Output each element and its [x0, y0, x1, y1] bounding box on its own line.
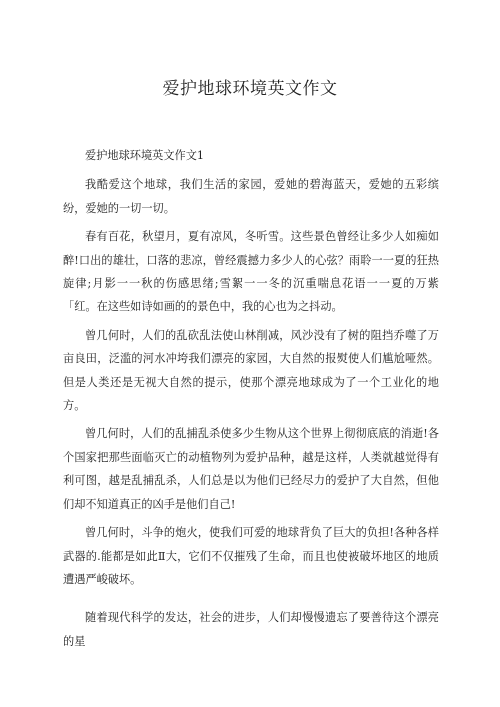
document-title: 爱护地球环境英文作文	[162, 79, 338, 99]
document-body	[63, 144, 439, 658]
paragraph-5: 曾几何时，斗争的炮火，使我们可爱的地球背负了巨大的负担!各种各样武器的.能都是如此Ⅱ大，它们不仅摧残了生命，而且也使被破坏地区的地质遭遇严峻破坏。	[63, 526, 439, 586]
paragraph-6: 随着现代科学的发达，社会的进步，人们却慢慢遗忘了要善待这个漂亮的星	[63, 611, 439, 648]
paragraph-3: 曾几何时，人们的乱砍乱法使山林削减，风沙没有了树的阻挡乔噬了万亩良田，泛滥的河水冲垮我们漂亮的家园，大自然的报熨使人们尴尬哑然。但是人类还是无视大自然的提示，使那个漂亮地球成为了一个工业化的地方。	[63, 328, 439, 413]
document-subtitle: 爱护地球环境英文作文1	[85, 149, 204, 162]
paragraph-2: 春有百花，秋望月，夏有凉风，冬听雪。这些景色曾经让多少人如痴如醉!口出的雄壮，口落的悲凉，曾经震撼力多少人的心弦？雨聆一一夏的狂热旋律;月影一一秋的伤感思绪;雪絮一一冬的沉重喘息花语一一夏的万紫「红。在这些如诗如画的的景色中，我的心也为之抖动。	[63, 230, 439, 314]
paragraph-4: 曾几何时，人们的乱捕乱杀使多少生物从这个世界上彻彻底底的消逝!各个国家把那些面临灭亡的动植物列为爱护品种，越是这样，人类就越觉得有利可图，越是乱捕乱杀，人们总是以为他们已经尽力的爱护了大自然，但他们却不知道真正的凶手是他们自己!	[63, 427, 439, 511]
paragraph-1: 我酷爱这个地球，我们生活的家园，爱她的碧海蓝天，爱她的五彩缤纷，爱她的一切一切。	[63, 178, 439, 215]
